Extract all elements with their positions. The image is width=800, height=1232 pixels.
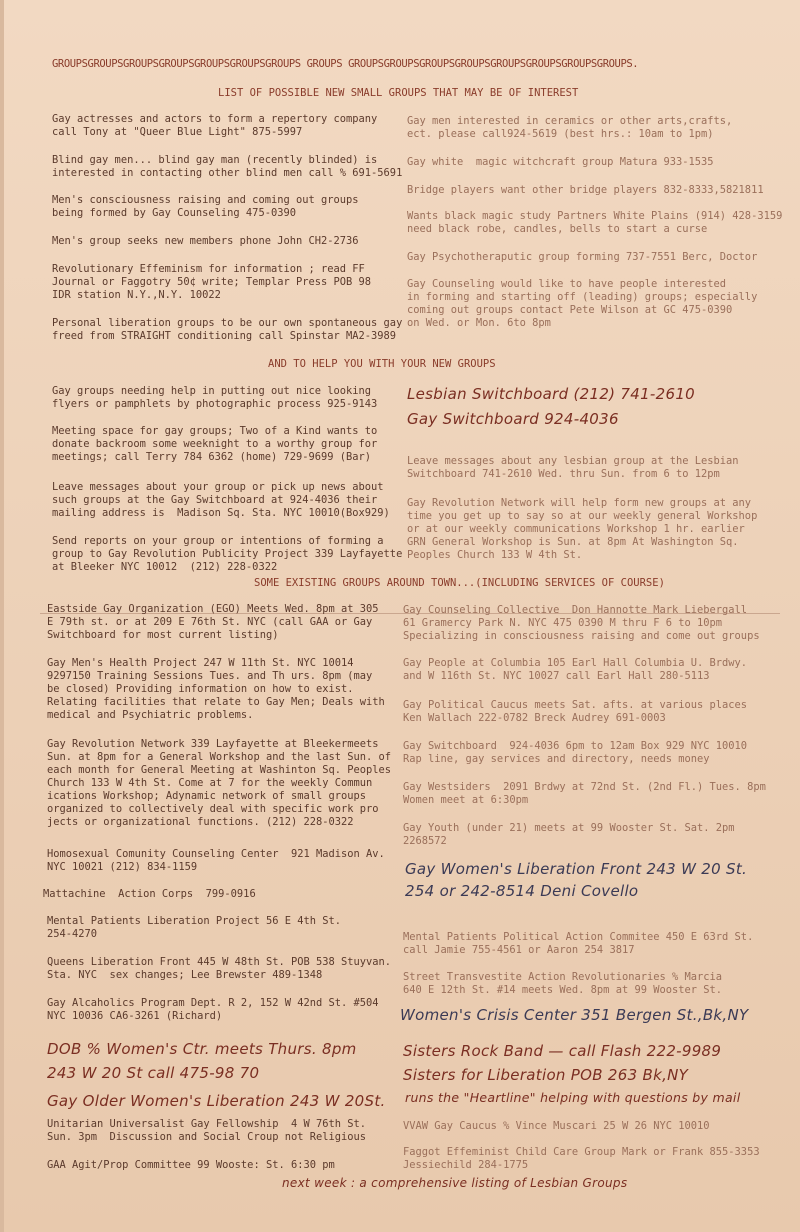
listing-gay-counseling: Gay Counseling would like to have people interested in forming and starting off (leading) groups; especially coming out groups contact Pete Wilson at GC 475-0390 on Wed. or Mon. 6to 8pm — [407, 278, 758, 329]
listing-faggot-effeminist: Faggot Effeminist Child Care Group Mark or Frank 855-3353 Jessiechild 284-1775 — [403, 1146, 760, 1171]
handwritten-crisis-center: Women's Crisis Center 351 Bergen St.,Bk,NY — [400, 1006, 749, 1024]
listing-gaa-agitprop: GAA Agit/Prop Committee 99 Wooste: St. 6:30 pm — [47, 1159, 335, 1171]
page-edge — [0, 0, 4, 1232]
handwritten-gay-switchboard: Gay Switchboard 924-4036 — [407, 410, 619, 428]
listing-counseling-collective: Gay Counseling Collective Don Hannotte Mark Liebergall 61 Gramercy Park N. NYC 475 0390 M thru F 6 to 10pm Specializing in consciousness raising and come out groups — [403, 604, 760, 642]
handwritten-heartline: runs the "Heartline" helping with questions by mail — [405, 1090, 741, 1105]
listing-alcoholics: Gay Alcaholics Program Dept. R 2, 152 W 42nd St. #504 NYC 10036 CA6-3261 (Richard) — [47, 997, 379, 1022]
listing-black-magic: Wants black magic study Partners White Plains (914) 428-3159 need black robe, candles, bells to start a curse — [407, 210, 783, 235]
listing-mens-group: Men's group seeks new members phone John CH2-2736 — [52, 235, 359, 247]
listing-personal-liberation: Personal liberation groups to be our own spontaneous gay freed from STRAIGHT conditioning call Spinstar MA2-3989 — [52, 317, 403, 342]
section-heading-possible: LIST OF POSSIBLE NEW SMALL GROUPS THAT MAY BE OF INTEREST — [218, 87, 579, 99]
section-heading-help: AND TO HELP YOU WITH YOUR NEW GROUPS — [268, 358, 496, 370]
listing-effeminism: Revolutionary Effeminism for information ; read FF Journal or Faggotry 50¢ write; Templar Press POB 98 IDR station N.Y.,N.Y. 10022 — [52, 263, 372, 301]
listing-repertory: Gay actresses and actors to form a repertory company call Tony at "Queer Blue Light" 875-5997 — [52, 113, 378, 138]
listing-meeting-space: Meeting space for gay groups; Two of a Kind wants to donate backroom some weeknight to a worthy group for meetings; call Terry 784 6362 (home) 729-9699 (Bar) — [52, 425, 378, 463]
listing-political-caucus: Gay Political Caucus meets Sat. afts. at various places Ken Wallach 222-0782 Breck Audrey 691-0003 — [403, 699, 748, 724]
listing-publicity-project: Send reports on your group or intentions of forming a group to Gay Revolution Publicity Project 339 Layfayette at Bleeker NYC 10012 (212) 228-0322 — [52, 535, 403, 573]
section-heading-existing: SOME EXISTING GROUPS AROUND TOWN...(INCLUDING SERVICES OF COURSE) — [254, 577, 665, 589]
listing-grn: Gay Revolution Network 339 Layfayette at Bleekermeets Sun. at 8pm for a General Workshop and the last Sun. of each month for General Meeting at Washinton Sq. Peoples Church 133 W 4th St. Come at 7 for the weekly Commun ications Workshop; Adynamic network of small groups organized to collectively deal with specific work pro jects or organizational functions. (212) 228-0322 — [47, 738, 392, 828]
listing-mens-cr: Men's consciousness raising and coming out groups being formed by Gay Counseling 475-0390 — [52, 194, 359, 219]
listing-mppac: Mental Patients Political Action Commitee 450 E 63rd St. call Jamie 755-4561 or Aaron 254 3817 — [403, 931, 754, 956]
listing-switchboard-messages: Leave messages about your group or pick up news about such groups at the Gay Switchboard at 924-4036 their mailing address is Madison Sq. Sta. NYC 10010(Box929) — [52, 481, 390, 519]
handwritten-dob-2: 243 W 20 St call 475-98 70 — [47, 1064, 260, 1082]
listing-mplp: Mental Patients Liberation Project 56 E 4th St. 254-4270 — [47, 915, 342, 940]
handwritten-next-week: next week : a comprehensive listing of Lesbian Groups — [282, 1176, 628, 1190]
handwritten-dob-1: DOB % Women's Ctr. meets Thurs. 8pm — [47, 1040, 357, 1058]
listing-vvaw: VVAW Gay Caucus % Vince Muscari 25 W 26 NYC 10010 — [403, 1120, 710, 1132]
listing-mattachine: Mattachine Action Corps 799-0916 — [43, 888, 256, 900]
listing-hccc: Homosexual Comunity Counseling Center 921 Madison Av. NYC 10021 (212) 834-1159 — [47, 848, 385, 873]
handwritten-gwlf-1: Gay Women's Liberation Front 243 W 20 St. — [405, 860, 748, 878]
handwritten-gwlf-2: 254 or 242-8514 Deni Covello — [405, 882, 639, 900]
handwritten-lesbian-switchboard: Lesbian Switchboard (212) 741-2610 — [407, 385, 696, 403]
listing-blind-men: Blind gay men... blind gay man (recently blinded) is interested in contacting other blind men call % 691-5691 — [52, 154, 403, 179]
listing-columbia: Gay People at Columbia 105 Earl Hall Columbia U. Brdwy. and W 116th St. NYC 10027 call Earl Hall 280-5113 — [403, 657, 748, 682]
listing-bridge: Bridge players want other bridge players 832-8333,5821811 — [407, 184, 764, 196]
listing-gay-switchboard: Gay Switchboard 924-4036 6pm to 12am Box 929 NYC 10010 Rap line, gay services and directory, needs money — [403, 740, 748, 765]
handwritten-sisters-rock: Sisters Rock Band — call Flash 222-9989 — [403, 1042, 722, 1060]
listing-gay-youth: Gay Youth (under 21) meets at 99 Wooster St. Sat. 2pm 2268572 — [403, 822, 735, 847]
listing-unitarian: Unitarian Universalist Gay Fellowship 4 W 76th St. Sun. 3pm Discussion and Social Croup not Religious — [47, 1118, 367, 1143]
handwritten-older-women: Gay Older Women's Liberation 243 W 20St. — [47, 1092, 386, 1110]
listing-lesbian-switchboard: Leave messages about any lesbian group at the Lesbian Switchboard 741-2610 Wed. thru Sun. from 6 to 12pm — [407, 455, 739, 480]
listing-star: Street Transvestite Action Revolutionaries % Marcia 640 E 12th St. #14 meets Wed. 8pm at 99 Wooster St. — [403, 971, 723, 996]
listing-ego: Eastside Gay Organization (EGO) Meets Wed. 8pm at 305 E 79th st. or at 209 E 76th St. NYC (call GAA or Gay Switchboard for most current listing) — [47, 603, 379, 641]
listing-westsiders: Gay Westsiders 2091 Brdwy at 72nd St. (2nd Fl.) Tues. 8pm Women meet at 6:30pm — [403, 781, 766, 806]
listing-photographic: Gay groups needing help in putting out nice looking flyers or pamphlets by photographic process 925-9143 — [52, 385, 378, 410]
listing-psychotherapeutic: Gay Psychotheraputic group forming 737-7551 Berc, Doctor — [407, 251, 758, 263]
listing-queens: Queens Liberation Front 445 W 48th St. POB 538 Stuyvan. Sta. NYC sex changes; Lee Brewster 489-1348 — [47, 956, 392, 981]
listing-mens-health: Gay Men's Health Project 247 W 11th St. NYC 10014 9297150 Training Sessions Tues. and Th urs. 8pm (may be closed) Providing information on how to exist. Relating facilities that relate to Gay Men; Deals with medical and Psychiatric problems. — [47, 657, 385, 721]
listing-grn-help: Gay Revolution Network will help form new groups at any time you get up to say so at our weekly general Workshop or at our weekly communications Workshop 1 hr. earlier GRN General Workshop is Sun. at 8pm At Washington Sq. Peoples Church 133 W 4th St. — [407, 497, 758, 561]
listing-witchcraft: Gay white magic witchcraft group Matura 933-1535 — [407, 156, 714, 168]
listing-ceramics: Gay men interested in ceramics or other arts,crafts, ect. please call924-5619 (best hrs.: 10am to 1pm) — [407, 115, 733, 140]
groups-banner: GROUPSGROUPSGROUPSGROUPSGROUPSGROUPSGROUPS GROUPS GROUPSGROUPSGROUPSGROUPSGROUPSGROUPSGROUPSGROUPS. — [52, 58, 639, 70]
handwritten-sisters-liberation: Sisters for Liberation POB 263 Bk,NY — [403, 1066, 689, 1084]
